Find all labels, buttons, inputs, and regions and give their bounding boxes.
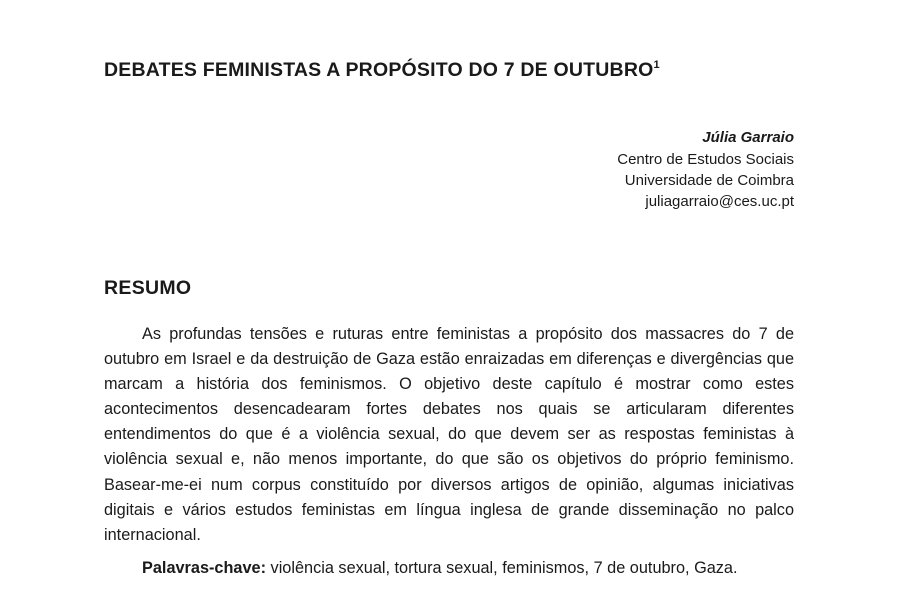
footnote-marker[interactable]: 1 bbox=[653, 59, 660, 71]
paper-title-text: DEBATES FEMINISTAS A PROPÓSITO DO 7 DE OUTUBRO bbox=[104, 59, 654, 81]
author-name: Júlia Garraio bbox=[702, 129, 794, 146]
author-block bbox=[617, 127, 794, 212]
keywords-text: violência sexual, tortura sexual, feminismos, 7 de outubro, Gaza. bbox=[270, 559, 738, 577]
abstract-heading: RESUMO bbox=[104, 277, 192, 299]
keywords-label: Palavras-chave: bbox=[142, 559, 267, 577]
author-email: juliagarraio@ces.uc.pt bbox=[645, 193, 794, 210]
affiliation-university: Universidade de Coimbra bbox=[624, 172, 794, 189]
keywords-line bbox=[142, 556, 794, 580]
affiliation-centre: Centro de Estudos Sociais bbox=[617, 151, 794, 168]
abstract-paragraph: As profundas tensões e ruturas entre feministas a propósito dos massacres do 7 de outubro em Israel e da destruição de Gaza estão enraizadas em diferenças e divergências que marcam a história dos feminismos. O objetivo deste capítulo é mostrar como estes acontecimentos desencadearam fortes debates nos quais se articularam diferentes entendimentos do que é a violência sexual, do que devem ser as respostas feministas à violência sexual e, não menos importante, do que são os objetivos do próprio feminismo. Basear-me-ei num corpus constituído por diversos artigos de opinião, algumas iniciativas digitais e vários estudos feministas em língua inglesa de grande disseminação no palco internacional. bbox=[104, 325, 794, 544]
paper-title bbox=[104, 52, 660, 83]
